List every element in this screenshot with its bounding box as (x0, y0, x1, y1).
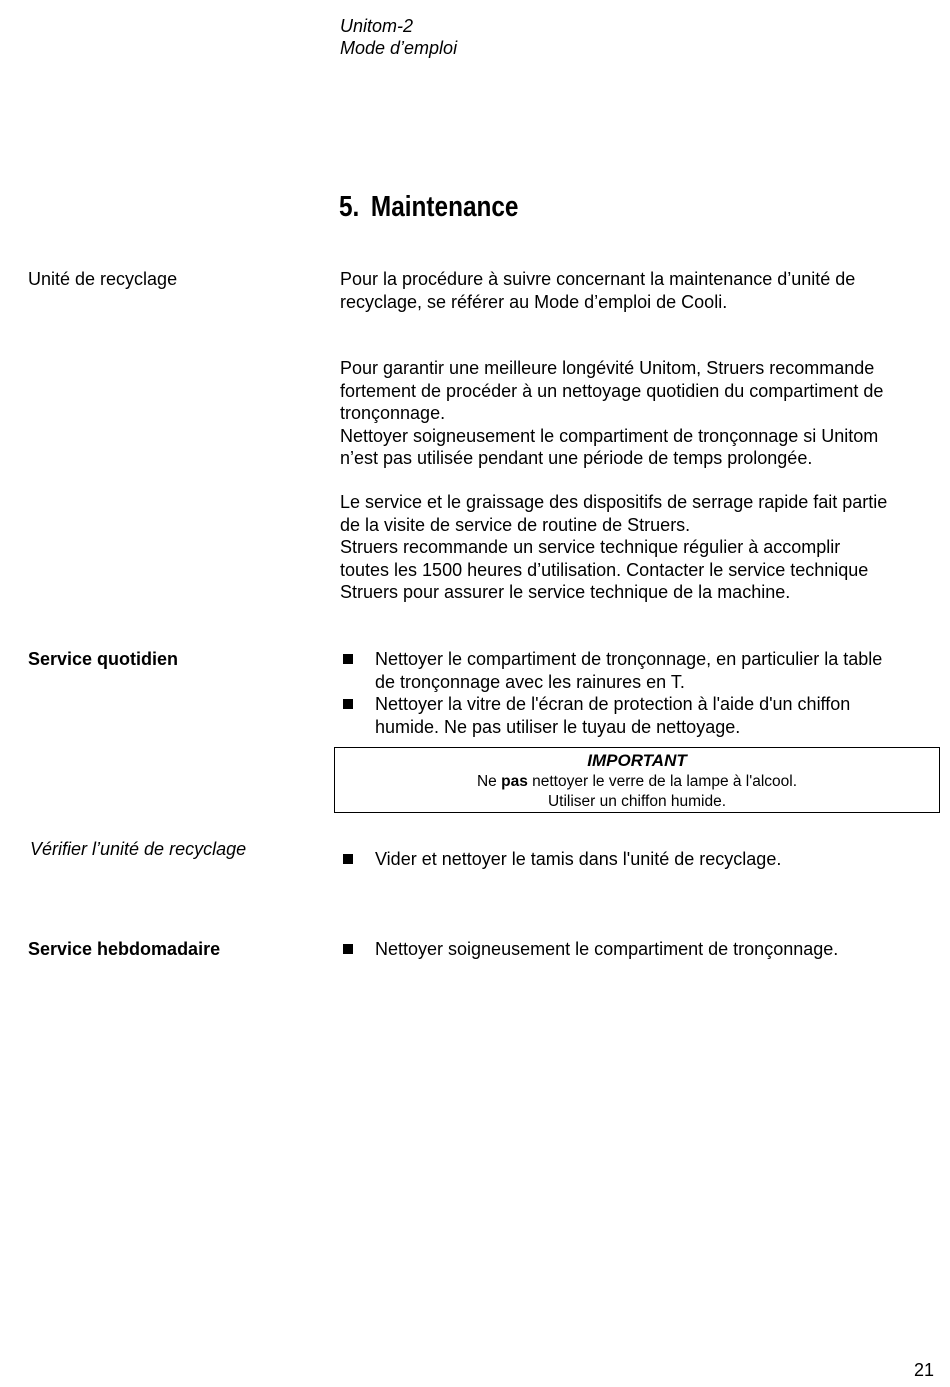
important-line-2: Utiliser un chiffon humide. (547, 793, 727, 810)
recycling-unit-paragraph (340, 268, 940, 313)
header-document-type: Mode d’emploi (340, 38, 458, 58)
service-paragraph (340, 491, 940, 604)
paragraph-line: toutes les 1500 heures d’utilisation. Contacter le service technique (340, 559, 869, 580)
list-item-text: Nettoyer soigneusement le compartiment de tronçonnage. (375, 939, 839, 959)
list-item-line: Nettoyer la vitre de l'écran de protection à l'aide d'un chiffon (375, 694, 851, 714)
list-item (340, 693, 940, 738)
list-item-text (375, 693, 850, 738)
bullet-square-icon (343, 699, 353, 709)
recycling-unit-label: Unité de recyclage (28, 269, 178, 289)
list-item-line: de tronçonnage avec les rainures en T. (375, 671, 685, 692)
bullet-square-icon (343, 654, 353, 664)
paragraph-line: fortement de procéder à un nettoyage quotidien du compartiment de (340, 380, 884, 401)
page-number: 21 (914, 1360, 935, 1380)
paragraph-line: Le service et le graissage des dispositifs de serrage rapide fait partie (340, 492, 888, 512)
paragraph-line: tronçonnage. (340, 403, 446, 423)
weekly-service-label: Service hebdomadaire (28, 939, 221, 959)
paragraph-line: de la visite de service de routine de Struers. (340, 514, 691, 535)
important-line-1-start: Ne (476, 773, 502, 790)
check-recycling-label: Vérifier l’unité de recyclage (30, 839, 247, 859)
longevity-paragraph (340, 357, 940, 470)
list-item-line: Nettoyer le compartiment de tronçonnage, en particulier la table (375, 649, 883, 669)
section-title (339, 190, 518, 224)
important-emphasis: pas (501, 773, 528, 790)
paragraph-line: Struers recommande un service technique régulier à accomplir (340, 537, 841, 557)
list-item (340, 848, 940, 871)
list-item (340, 648, 940, 693)
list-item-line: humide. Ne pas utiliser le tuyau de nettoyage. (375, 716, 741, 737)
important-line-1 (335, 772, 939, 792)
paragraph-line: Struers pour assurer le service technique de la machine. (340, 582, 791, 602)
important-line-1-end: nettoyer le verre de la lampe à l'alcool. (527, 773, 798, 790)
paragraph-line: n’est pas utilisée pendant une période de temps prolongée. (340, 448, 813, 468)
list-item-text (375, 648, 882, 693)
paragraph-line: Pour garantir une meilleure longévité Unitom, Struers recommande (340, 358, 875, 378)
important-title: IMPORTANT (587, 751, 687, 770)
section-number: 5. (339, 191, 360, 223)
bullet-square-icon (343, 854, 353, 864)
list-item-text: Vider et nettoyer le tamis dans l'unité de recyclage. (375, 849, 782, 869)
daily-service-label: Service quotidien (28, 649, 179, 669)
bullet-square-icon (343, 944, 353, 954)
header-product-name: Unitom-2 (340, 16, 414, 36)
paragraph-line: recyclage, se référer au Mode d’emploi de Cooli. (340, 291, 728, 312)
section-title-text: Maintenance (370, 191, 519, 223)
paragraph-line: Nettoyer soigneusement le compartiment de tronçonnage si Unitom (340, 425, 879, 446)
important-notice-box (334, 747, 940, 813)
list-item (340, 938, 940, 961)
paragraph-line: Pour la procédure à suivre concernant la maintenance d’unité de (340, 269, 856, 289)
